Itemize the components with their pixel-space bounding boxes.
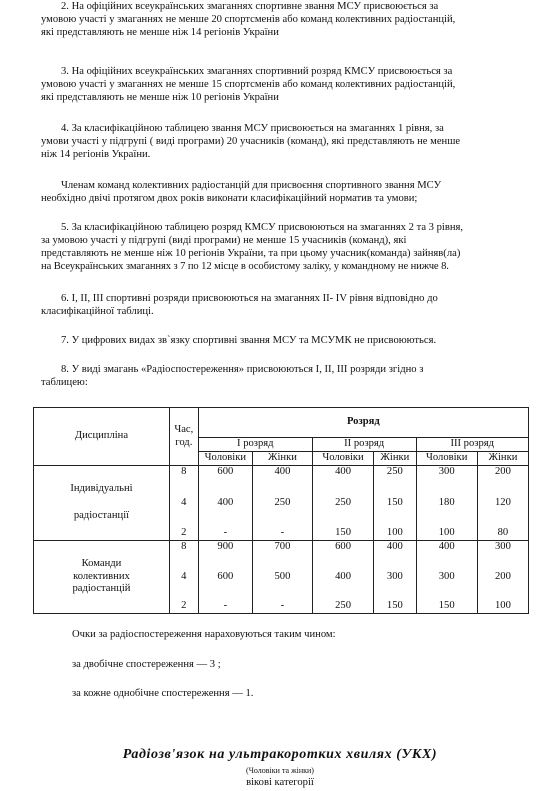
hours-value: 4 — [181, 570, 187, 582]
table-value: 600 — [217, 570, 234, 582]
table-value: 250 — [335, 600, 351, 612]
table-value: 300 — [386, 570, 403, 582]
value-cell — [416, 541, 477, 614]
table-value: 100 — [438, 527, 455, 539]
header-discipline: Дисципліна — [34, 408, 170, 466]
row-label-line: колективних — [73, 570, 130, 582]
table-value: - — [223, 527, 228, 539]
hours-cell — [169, 466, 198, 541]
hours-value: 2 — [181, 600, 187, 612]
paragraph-3 — [41, 66, 530, 105]
hours-value: 4 — [181, 496, 187, 508]
section-title: Радіозв'язок на ультракоротких хвилях (УКХ) — [122, 747, 438, 762]
header-rank-3: III розряд — [416, 438, 529, 452]
table-value: 250 — [274, 496, 291, 508]
paragraph-line: 8. У виді змагань «Радіоспостереження» присвоюються I, II, III розряди згідно з — [61, 364, 424, 375]
table-value: 400 — [335, 466, 351, 477]
paragraph-7 — [41, 335, 530, 348]
table-value: 700 — [274, 541, 291, 552]
paragraph-line: умовою участі у змаганнях не менше 15 спортсменів або команд колективних радіостанцій, — [41, 78, 456, 90]
table-value: 180 — [438, 496, 455, 508]
row-label — [34, 466, 170, 541]
paragraph-5 — [41, 222, 530, 274]
table-value: 400 — [335, 570, 351, 582]
paragraph-line: умови участі у підгрупі ( виді програми) 20 учасників (команд), які представляють не менше — [41, 135, 461, 147]
table-value: 600 — [335, 541, 351, 552]
table-value: 300 — [494, 541, 511, 552]
header-women: Жінки — [477, 452, 528, 466]
table-value: - — [280, 600, 285, 612]
paragraph-line: представляють не менше ніж 10 регіонів України, та при цьому учасник(команда) зайняв(ла) — [41, 247, 461, 259]
table-value: 600 — [217, 466, 234, 477]
row-label-line: Команди — [81, 557, 122, 569]
hours-value: 8 — [181, 541, 187, 552]
table-value: 100 — [494, 600, 511, 612]
paragraph-line: ніж 14 регіонів України. — [41, 148, 151, 160]
value-cell — [253, 541, 313, 614]
table-value: 400 — [438, 541, 455, 552]
row-label-line: радіостанцій — [72, 583, 131, 595]
value-cell — [416, 466, 477, 541]
row-label-line: Індивідуальні — [70, 483, 133, 495]
header-men: Чоловіки — [312, 452, 373, 466]
paragraph-line: які представляють не менше ніж 10 регіонів України — [41, 91, 279, 103]
value-cell — [374, 541, 416, 614]
table-value: - — [223, 600, 228, 612]
value-cell — [374, 466, 416, 541]
header-time — [169, 408, 198, 466]
table-value: 150 — [438, 600, 455, 612]
section-subtitle: (Чоловіки та жінки) — [246, 766, 314, 775]
table-value: - — [280, 527, 285, 539]
header-rank-2: II розряд — [312, 438, 416, 452]
value-cell — [312, 541, 373, 614]
table-value: 100 — [386, 527, 403, 539]
table-value: 150 — [335, 527, 351, 539]
paragraph-line: на Всеукраїнських змаганнях з 7 по 12 місце в особистому заліку, у командному не нижче 8. — [41, 260, 449, 272]
header-men: Чоловіки — [198, 452, 252, 466]
table-row — [34, 541, 529, 614]
paragraph-members — [41, 180, 530, 206]
paragraph-line: 2. На офіційних всеукраїнських змаганнях спортивне звання МСУ присвоюється за — [61, 1, 439, 12]
table-value: 80 — [497, 527, 509, 539]
hours-cell — [169, 541, 198, 614]
table-value: 150 — [386, 496, 403, 508]
row-label — [34, 541, 170, 614]
value-cell — [477, 466, 528, 541]
header-rank-1: I розряд — [198, 438, 312, 452]
header-men: Чоловіки — [416, 452, 477, 466]
value-cell — [253, 466, 313, 541]
value-cell — [477, 541, 528, 614]
table-value: 900 — [217, 541, 234, 552]
paragraph-line: 4. За класифікаційною таблицею звання МСУ присвоюється на змаганнях 1 рівня, за — [61, 123, 444, 134]
table-value: 400 — [274, 466, 291, 477]
header-time-line: Час, — [174, 423, 194, 435]
scoring-single: за кожне однобічне спостереження — 1. — [72, 688, 254, 699]
paragraph-line: які представляють не менше ніж 14 регіонів України — [41, 26, 279, 38]
paragraph-line: 6. I, II, III спортивні розряди присвоюються на змаганнях II- IV рівня відповідно до — [61, 293, 438, 304]
table-value: 200 — [494, 570, 511, 582]
paragraph-line: 3. На офіційних всеукраїнських змаганнях спортивний розряд КМСУ присвоюється за — [61, 66, 453, 77]
paragraph-line: 7. У цифрових видах зв`язку спортивні звання МСУ та МСУМК не присвоюються. — [61, 335, 437, 346]
paragraph-line: 5. За класифікаційною таблицею розряд КМСУ присвоюються на змаганнях 2 та 3 рівня, — [61, 222, 464, 233]
paragraph-line: класифікаційної таблиці. — [41, 305, 154, 317]
paragraph-8 — [41, 364, 530, 390]
hours-value: 8 — [181, 466, 187, 477]
table-value: 200 — [494, 466, 511, 477]
paragraph-2 — [41, 1, 530, 40]
row-label-line: радіостанції — [73, 510, 130, 521]
classification-table — [33, 407, 529, 614]
table-value: 250 — [386, 466, 403, 477]
value-cell — [198, 541, 252, 614]
table-value: 120 — [494, 496, 511, 508]
table-value: 300 — [438, 570, 455, 582]
header-women: Жінки — [253, 452, 313, 466]
paragraph-4 — [41, 123, 530, 162]
value-cell — [312, 466, 373, 541]
table-value: 400 — [386, 541, 403, 552]
paragraph-line: необхідно двічі протягом двох років виконати класифікаційний норматив та умови; — [41, 192, 418, 204]
header-rank: Розряд — [198, 408, 528, 438]
paragraph-6 — [41, 293, 530, 319]
table-value: 150 — [386, 600, 403, 612]
value-cell — [198, 466, 252, 541]
table-value: 500 — [274, 570, 291, 582]
header-time-line: год. — [175, 436, 193, 448]
paragraph-line: за умовою участі у підгрупі (виді програми) не менше 15 учасників (команд), які — [41, 234, 407, 246]
paragraph-line: умовою участі у змаганнях не менше 20 спортсменів або команд колективних радіостанцій, — [41, 13, 456, 25]
scoring-double: за двобічне спостереження — 3 ; — [72, 659, 221, 670]
age-categories-heading: вікові категорії — [246, 777, 314, 788]
paragraph-line: Членам команд колективних радіостанцій для присвоєння спортивного звання МСУ — [61, 180, 442, 191]
header-women: Жінки — [374, 452, 416, 466]
paragraph-line: таблицею: — [41, 376, 88, 388]
table-value: 400 — [217, 496, 234, 508]
table-value: 250 — [335, 496, 351, 508]
table-value: 300 — [438, 466, 455, 477]
scoring-intro: Очки за радіоспостереження нараховуються таким чином: — [72, 629, 336, 640]
hours-value: 2 — [181, 527, 187, 539]
table-row — [34, 466, 529, 541]
